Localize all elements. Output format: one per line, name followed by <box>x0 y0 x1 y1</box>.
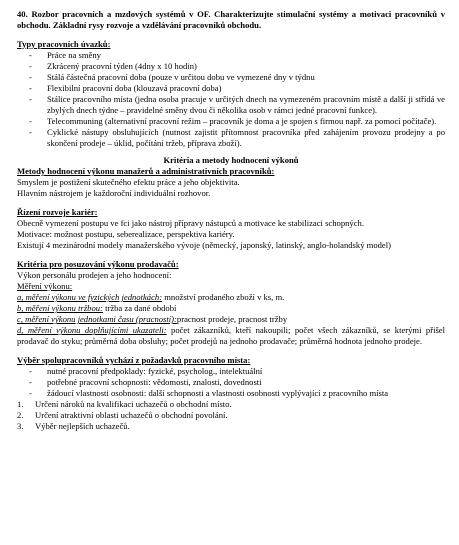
list-item: - nutné pracovní předpoklady: fyzické, psycholog., intelektuální <box>29 366 263 376</box>
measure-item: b, měření výkonu tržbou: tržba za dané období <box>17 303 177 313</box>
sales-intro: Výkon personálu prodejen a jeho hodnocení: <box>17 270 172 280</box>
evaluation-line: Smyslem je postižení skutečného efektu práce a jeho objektivita. <box>17 177 240 187</box>
measure-item: a, měření výkonu ve fyzických jednotkách: množství prodaného zboží v ks, m. <box>17 292 285 302</box>
list-item: - Flexibilní pracovní doba (klouzavá pracovní doba) <box>29 83 222 93</box>
list-item: - Telecommuning (alternativní pracovní režim – pracovník je doma a je spojen s firmou např. za pomocí počítače). <box>29 116 437 126</box>
measure-label: Měření výkonu: <box>17 281 73 291</box>
measure-item: c, měření výkonu jednotkami času (pracností):pracnost prodeje, pracnost tržby <box>17 314 288 324</box>
list-item: - Stálá částečná pracovní doba (pouze v určitou dobu ve vymezené dny v týdnu <box>29 72 315 82</box>
list-item: - Stálice pracovního místa (jedna osoba pracuje v určitých dnech na vymezeném pracovním místě a další ji střídá ve zbylých dnech týdne – pravidelné směny dvou či několika osob v rámci jedné pracovní funkce). <box>29 94 445 115</box>
selection-heading: Výběr spolupracovníků vychází z požadavků pracovního místa: <box>17 355 251 365</box>
list-item: - žádoucí vlastnosti osobnosti: další schopnosti a vlastnosti osobnosti vyplývající z pracovního místa <box>29 388 389 398</box>
document-page <box>17 9 445 432</box>
list-item: - Práce na směny <box>29 50 101 60</box>
selection-list <box>17 366 445 399</box>
list-item: - potřebné pracovní schopnosti: vědomosti, znalosti, dovednosti <box>29 377 262 387</box>
document-title: 40. Rozbor pracovních a mzdových systémů v OF. Charakterizujte stimulační systémy a motivaci pracovníků v obchodu. Základní rysy rozvoje a vzdělávání pracovníků obchodu. <box>17 9 445 30</box>
list-item: - Cyklické nástupy obsluhujících (nutnost zajistit přítomnost pracovníka před zahájením provozu prodejny a po skončení prodeje – úklid, počítání tržeb, příprava zboží). <box>29 127 445 148</box>
work-types-heading: Typy pracovních úvazků: <box>17 39 111 49</box>
careers-line: Existují 4 mezinárodní modely manažerského vývoje (německý, japonský, latinský, anglo-holandský model) <box>17 240 391 250</box>
measure-item: d, měření výkonu doplňujícími ukazateli: počet zákazníků, kteří nakoupili; počet všech zákazníků, se kterými přišel prodavač do styku; průměrná doba obsluhy; počet prodejů na jednoho prodavače; průměrná hodnota jednoho prodeje. <box>17 325 445 346</box>
list-item: 2. Určení atraktivní oblasti uchazečů o obchodní povolání. <box>17 410 228 420</box>
selection-numbered-list <box>17 399 445 432</box>
work-types-list <box>17 50 445 149</box>
careers-heading: Řízení rozvoje kariér: <box>17 207 98 217</box>
evaluation-center-heading: Kritéria a metody hodnocení výkonů <box>163 155 299 165</box>
list-item: - Zkrácený pracovní týden (4dny x 10 hodin) <box>29 61 197 71</box>
list-item: 1. Určení nároků na kvalifikaci uchazečů o obchodní místo. <box>17 399 232 409</box>
sales-criteria-heading: Kritéria pro posuzování výkonu prodavačů: <box>17 259 179 269</box>
evaluation-line: Hlavním nástrojem je každoroční individuální rozhovor. <box>17 188 211 198</box>
list-item: 3. Výběr nejlepších uchazečů. <box>17 421 130 431</box>
careers-line: Obecně vymezení postupu ve fci jako nástroj přípravy nástupců a motivace ke stabilizaci schopných. <box>17 218 364 228</box>
evaluation-heading: Metody hodnocení výkonu manažerů a administrativních pracovníků: <box>17 166 275 176</box>
careers-line: Motivace: možnost postupu, seberealizace, perspektiva kariéry. <box>17 229 235 239</box>
